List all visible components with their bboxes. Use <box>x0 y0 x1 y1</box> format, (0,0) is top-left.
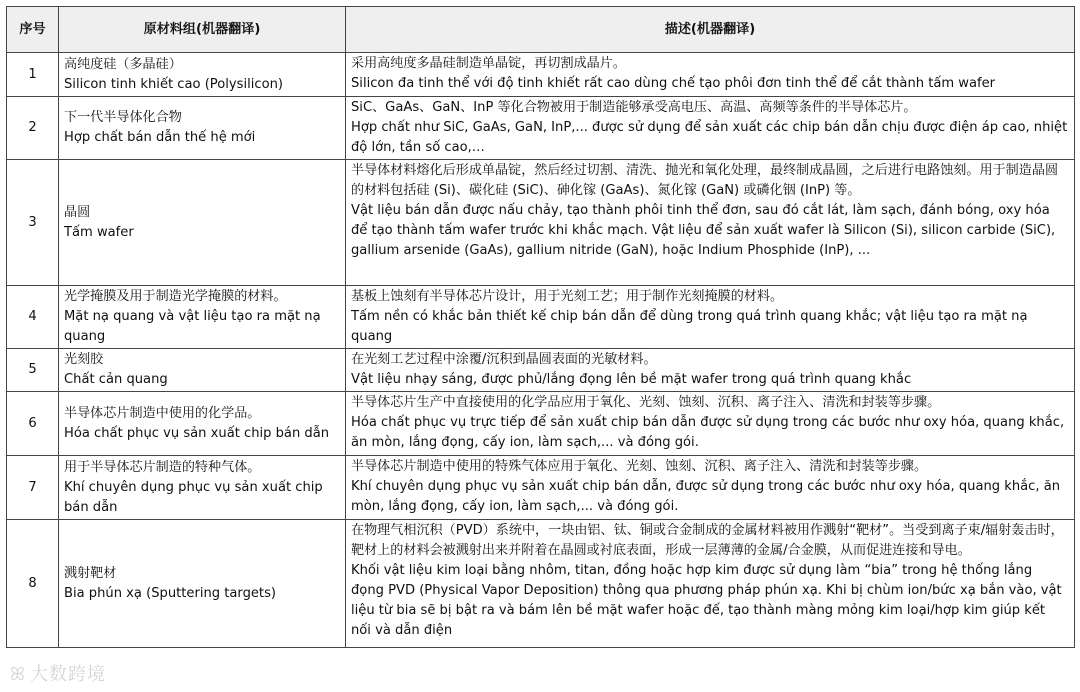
material-name-vi: Bia phún xạ (Sputtering targets) <box>64 585 276 601</box>
description-cell <box>346 456 1075 520</box>
description-vi: Tấm nền có khắc bản thiết kế chip bán dẫn để dùng trong quá trình quang khắc; vật liệu tạo ra mặt nạ quang <box>351 309 1028 344</box>
material-name-vi: Hợp chất bán dẫn thế hệ mới <box>64 130 256 145</box>
material-cell <box>59 392 346 456</box>
material-cell <box>59 97 346 160</box>
watermark-logo-icon: ꕤ <box>10 664 26 685</box>
row-number: 7 <box>7 456 59 520</box>
description-zh: 基板上蚀刻有半导体芯片设计，用于光刻工艺；用于制作光刻掩膜的材料。 <box>351 289 784 304</box>
material-name-vi: Hóa chất phục vụ sản xuất chip bán dẫn <box>64 425 330 441</box>
material-name-zh: 半导体芯片制造中使用的化学品。 <box>64 405 261 421</box>
watermark <box>10 660 106 686</box>
material-name-zh: 高纯度硅（多晶硅） <box>64 56 182 72</box>
description-zh: 采用高纯度多晶硅制造单晶锭，再切割成晶片。 <box>351 56 626 71</box>
material-cell <box>59 456 346 520</box>
material-name-vi: Khí chuyên dụng phục vụ sản xuất chip bán dẫn <box>64 479 323 515</box>
description-vi: Hợp chất như SiC, GaAs, GaN, InP,... được sử dụng để sản xuất các chip bán dẫn chịu được điện áp cao, nhiệt độ lớn, tần số cao,… <box>351 120 1068 155</box>
table-row <box>7 392 1075 456</box>
description-cell <box>346 349 1075 392</box>
description-zh: 半导体芯片生产中直接使用的化学品应用于氧化、光刻、蚀刻、沉积、离子注入、清洗和封装等步骤。 <box>351 395 941 410</box>
material-name-zh: 下一代半导体化合物 <box>64 110 182 125</box>
material-name-zh: 用于半导体芯片制造的特种气体。 <box>64 459 261 475</box>
material-cell <box>59 520 346 648</box>
row-number: 3 <box>7 160 59 286</box>
material-name-zh: 晶圆 <box>64 204 91 220</box>
description-cell <box>346 53 1075 97</box>
material-cell <box>59 53 346 97</box>
table-row <box>7 520 1075 648</box>
watermark-text: 大数跨境 <box>29 664 106 685</box>
row-number: 2 <box>7 97 59 160</box>
row-number: 1 <box>7 53 59 97</box>
description-vi: Hóa chất phục vụ trực tiếp để sản xuất chip bán dẫn được sử dụng trong các bước như oxy hóa, quang khắc, ăn mòn, lắng đọng, cấy ion, làm sạch,... và đóng gói. <box>351 415 1065 450</box>
table-row <box>7 160 1075 286</box>
description-vi: Khí chuyên dụng phục vụ sản xuất chip bán dẫn, được sử dụng trong các bước như oxy hóa, quang khắc, ăn mòn, lắng đọng, cấy ion, làm sạch,... và đóng gói. <box>351 479 1061 514</box>
table-row <box>7 456 1075 520</box>
material-name-zh: 光学掩膜及用于制造光学掩膜的材料。 <box>64 289 287 304</box>
description-vi: Vật liệu bán dẫn được nấu chảy, tạo thành phôi tinh thể đơn, sau đó cắt lát, làm sạch, đánh bóng, oxy hóa để tạo thành tấm wafer trước khi khắc mạch. Vật liệu để sản xuất wafer là Silicon (Si), silicon carbide (SiC), gallium arsenide (GaAs), gallium nitride (GaN), hoặc Indium Phosphide (InP), ... <box>351 203 1056 258</box>
description-zh: 半导体材料熔化后形成单晶锭，然后经过切割、清洗、抛光和氧化处理，最终制成晶圆，之后进行电路蚀刻。用于制造晶圆的材料包括硅 (Si)、碳化硅 (SiC)、砷化镓 (GaAs)、氮化镓 (GaN) 或磷化铟 (InP) 等。 <box>351 163 1059 198</box>
description-cell <box>346 97 1075 160</box>
description-vi: Khối vật liệu kim loại bằng nhôm, titan, đồng hoặc hợp kim được sử dụng làm “bia” trong hệ thống lắng đọng PVD (Physical Vapor Deposition) thông qua phương pháp phún xạ. Khi bị chùm ion/bức xạ bắn vào, vật liệu từ bia sẽ bị bật ra và bám lên bề mặt wafer hoặc đế, tạo thành màng mỏng kim loại/hợp kim giúp kết nối và dẫn điện <box>351 563 1062 638</box>
row-number: 8 <box>7 520 59 648</box>
material-name-vi: Chất cản quang <box>64 372 168 387</box>
description-vi: Silicon đa tinh thể với độ tinh khiết rất cao dùng chế tạo phôi đơn tinh thể để cắt thành tấm wafer <box>351 76 996 91</box>
material-name-zh: 光刻胶 <box>64 352 104 367</box>
material-cell <box>59 349 346 392</box>
description-zh: 在光刻工艺过程中涂覆/沉积到晶圆表面的光敏材料。 <box>351 352 657 367</box>
table-row <box>7 286 1075 349</box>
description-vi: Vật liệu nhạy sáng, được phủ/lắng đọng lên bề mặt wafer trong quá trình quang khắc <box>351 372 912 387</box>
materials-table <box>6 6 1075 648</box>
table-header-row <box>7 7 1075 53</box>
header-no: 序号 <box>7 7 59 53</box>
material-name-vi: Mặt nạ quang và vật liệu tạo ra mặt nạ quang <box>64 309 321 344</box>
material-name-vi: Tấm wafer <box>64 224 134 240</box>
row-number: 6 <box>7 392 59 456</box>
description-zh: SiC、GaAs、GaN、InP 等化合物被用于制造能够承受高电压、高温、高频等条件的半导体芯片。 <box>351 100 917 115</box>
table-row <box>7 349 1075 392</box>
material-cell <box>59 286 346 349</box>
header-material: 原材料组(机器翻译) <box>59 7 346 53</box>
header-description: 描述(机器翻译) <box>346 7 1075 53</box>
description-zh: 在物理气相沉积（PVD）系统中，一块由铝、钛、铜或合金制成的金属材料被用作溅射“靶材”。当受到离子束/辐射轰击时，靶材上的材料会被溅射出来并附着在晶圆或衬底表面，形成一层薄薄的金属/合金膜，从而促进连接和导电。 <box>351 523 1064 558</box>
row-number: 5 <box>7 349 59 392</box>
description-zh: 半导体芯片制造中使用的特殊气体应用于氧化、光刻、蚀刻、沉积、离子注入、清洗和封装等步骤。 <box>351 459 928 474</box>
description-cell <box>346 392 1075 456</box>
table-row <box>7 97 1075 160</box>
description-cell <box>346 520 1075 648</box>
material-name-vi: Silicon tinh khiết cao (Polysilicon) <box>64 76 283 92</box>
material-cell <box>59 160 346 286</box>
description-cell <box>346 160 1075 286</box>
material-name-zh: 溅射靶材 <box>64 565 117 581</box>
description-cell <box>346 286 1075 349</box>
row-number: 4 <box>7 286 59 349</box>
table-row <box>7 53 1075 97</box>
